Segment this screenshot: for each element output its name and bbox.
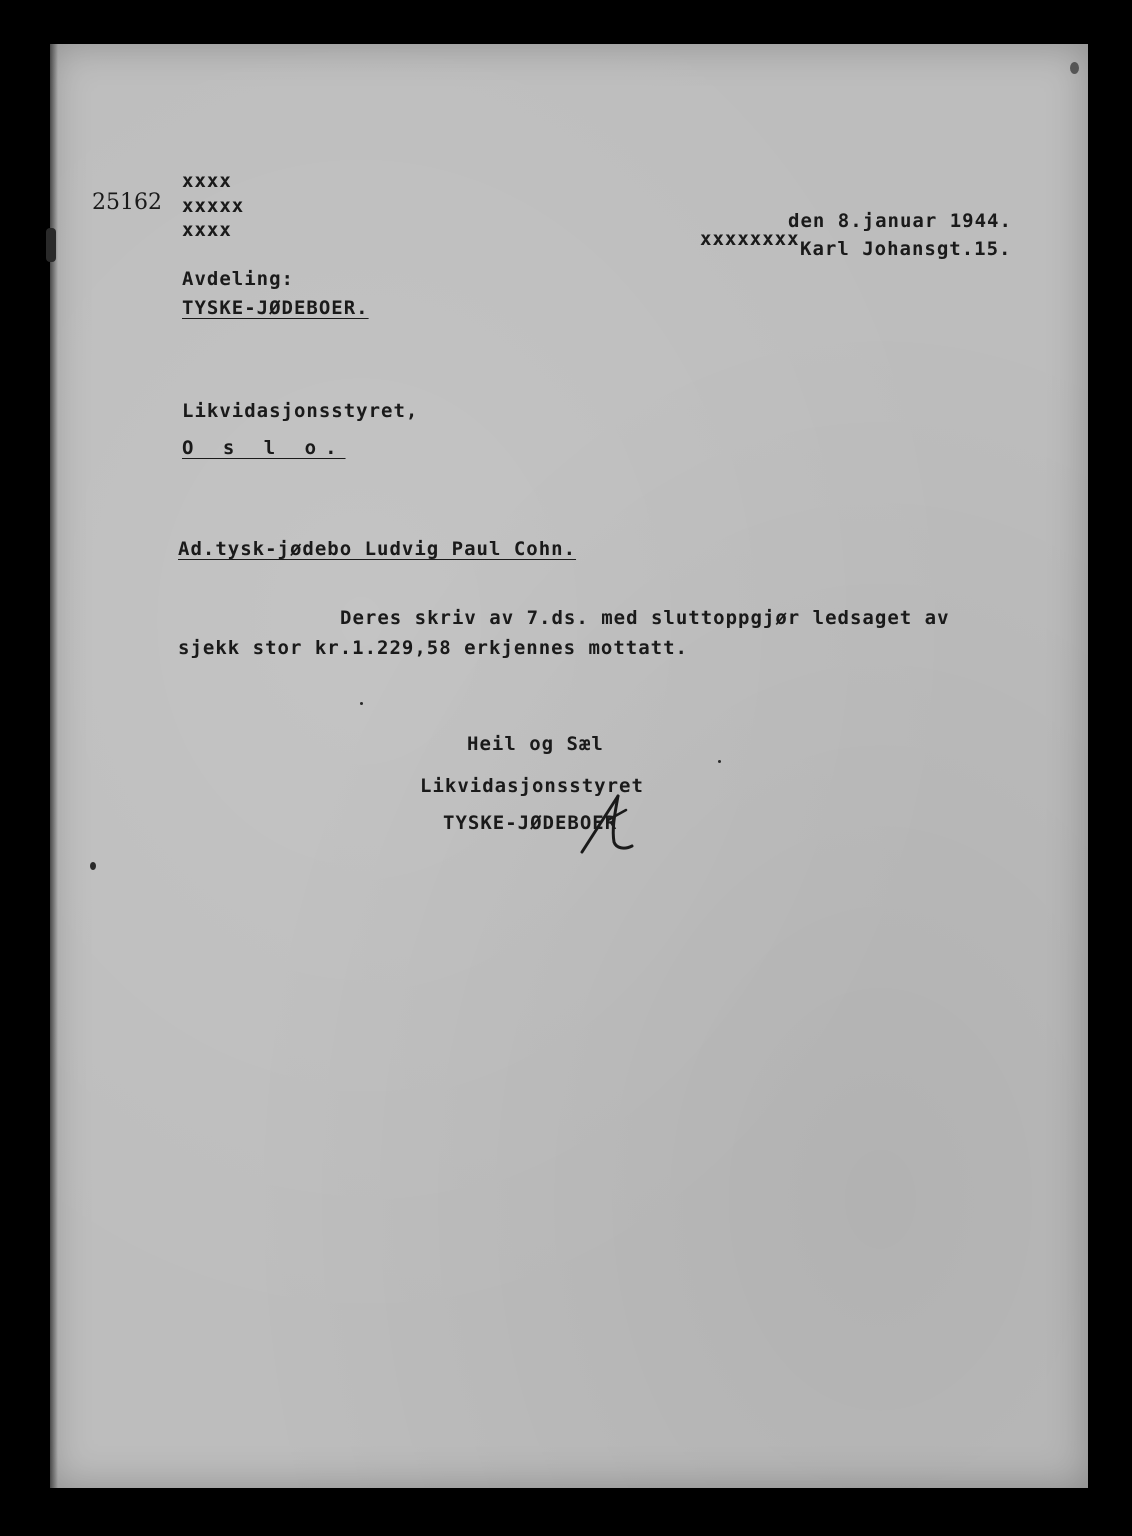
scan-mark-left (46, 228, 56, 262)
closing-greeting: Heil og Sæl (467, 733, 604, 755)
struck-line-3: xxxx (182, 219, 232, 241)
scan-speck-small (360, 702, 363, 705)
recipient-name: Likvidasjonsstyret, (182, 400, 419, 422)
scan-speck-corner (1070, 62, 1079, 74)
address-struck: xxxxxxxx (700, 228, 800, 250)
paper-sheet (50, 44, 1088, 1488)
department-label: Avdeling: (182, 268, 294, 290)
address-line: Karl Johansgt.15. (800, 238, 1012, 260)
scan-speck-small (718, 760, 721, 763)
closing-org: Likvidasjonsstyret (420, 775, 644, 797)
struck-line-1: xxxx (182, 170, 232, 192)
file-number: 25162 (92, 190, 162, 215)
closing-dept: TYSKE-JØDEBOER (443, 812, 618, 834)
scan-speck (90, 862, 96, 870)
body-line-1: Deres skriv av 7.ds. med sluttoppgjør ledsaget av (340, 607, 950, 629)
department-name: TYSKE-JØDEBOER. (182, 297, 369, 319)
signature-mark (574, 790, 644, 860)
recipient-city: O s l o. (182, 437, 346, 459)
date-line: den 8.januar 1944. (788, 210, 1012, 232)
body-line-2: sjekk stor kr.1.229,58 erkjennes mottatt. (178, 637, 688, 659)
struck-line-2: xxxxx (182, 195, 245, 217)
subject-line: Ad.tysk-jødebo Ludvig Paul Cohn. (178, 538, 577, 560)
